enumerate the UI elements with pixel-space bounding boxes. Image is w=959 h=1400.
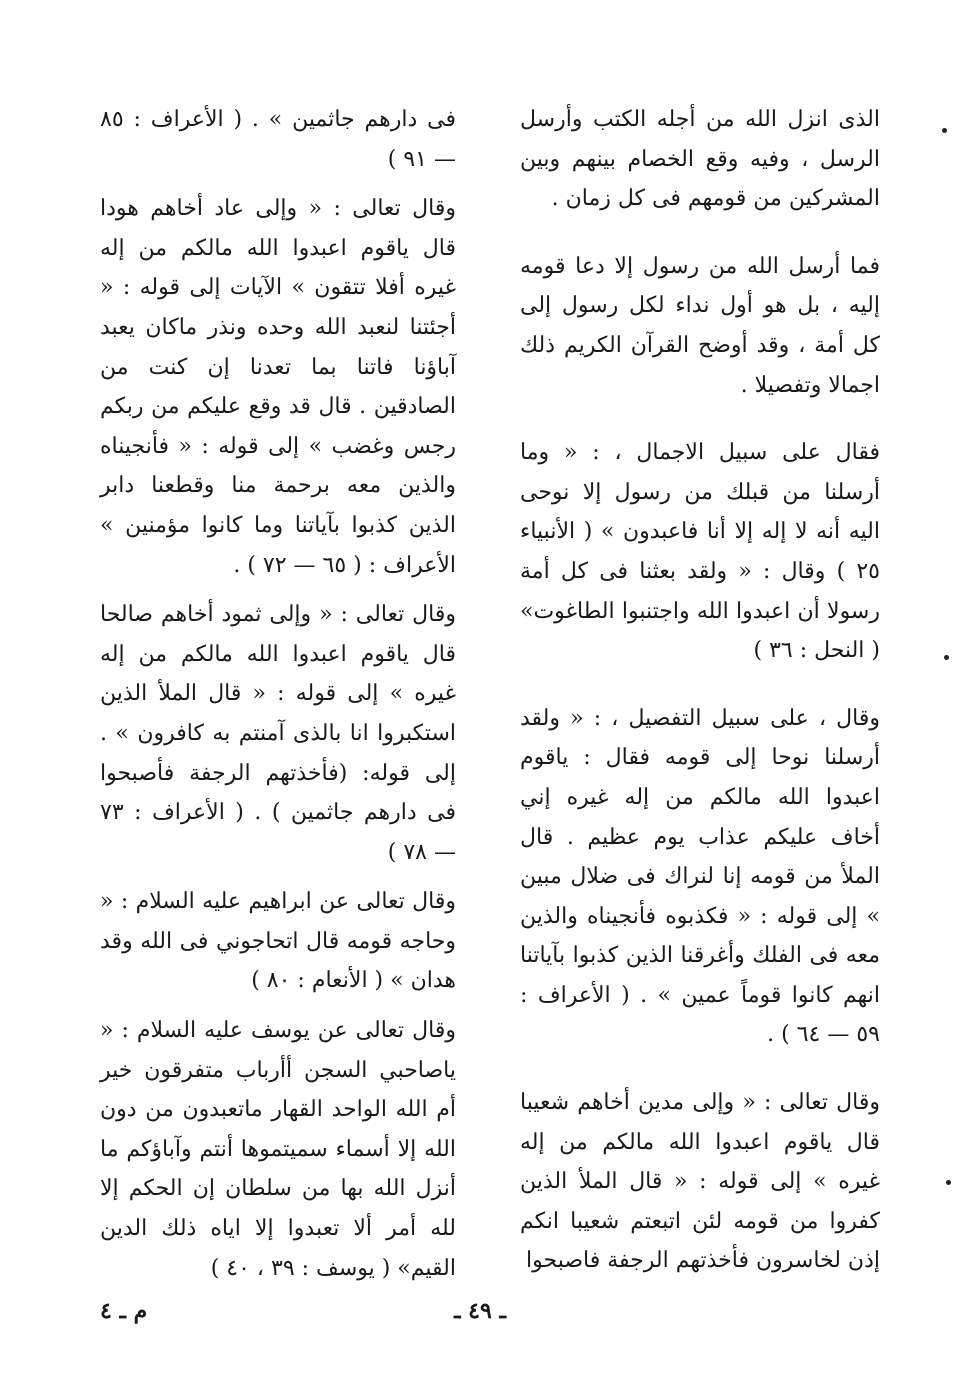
- paragraph: الذى انزل الله من أجله الكتب وأرسل الرسل ، وفيه وقع الخصام بينهم وبين المشركين من قومهم فى كل زمان .: [520, 107, 880, 212]
- scan-speck: [942, 128, 947, 133]
- paragraph: فما أرسل الله من رسول إلا دعا قومه إليه ، بل هو أول نداء لكل رسول إلى كل أمة ، وقد أوضح القرآن الكريم ذلك اجمالا وتفصيلا .: [520, 253, 880, 398]
- paragraph: وقال تعالى : « وإلى ثمود أخاهم صالحا قال ياقوم اعبدوا الله مالكم من إله غيره » إلى قوله : « قال الملأ الذين استكبروا انا بالذى آمنتم به كافرون » . إلى قوله: (فأخذتهم الرجفة فأصبحوا فى دارهم جاثمين ) . ( الأعراف : ٧٣ — ٧٨ ): [100, 602, 456, 865]
- scan-speck: [944, 655, 949, 660]
- scan-speck: [946, 1180, 951, 1185]
- paragraph: فقال على سبيل الاجمال ، : « وما أرسلنا من قبلك من رسول إلا نوحى اليه أنه لا إله إلا أنا فاعبدون » ( الأنبياء ٢٥ ) وقال : « ولقد بعثنا فى كل أمة رسولا أن اعبدوا الله واجتنبوا الطاغوت» ( النحل : ٣٦ ): [520, 440, 880, 664]
- paragraph: وقال تعالى : « وإلى عاد أخاهم هودا قال ياقوم اعبدوا الله مالكم من إله غيره أفلا تتقون » الآيات إلى قوله : « أجئتنا لنعبد الله وحده ونذر ماكان يعبد آباؤنا فاتنا بما تعدنا إن كنت من الصادقين . قال قد وقع عليكم من ربكم رجس وغضب » إلى قوله : « فأنجيناه والذين معه برحمة منا وقطعنا دابر الذين كذبوا بآياتنا وما كانوا مؤمنين » الأعراف : ( ٦٥ — ٧٢ ) .: [100, 196, 456, 578]
- right-column: [520, 100, 880, 1281]
- paragraph: وقال تعالى : « وإلى مدين أخاهم شعيبا قال ياقوم اعبدوا الله مالكم من إله غيره » إلى قوله : « قال الملأ الذين كفروا من قومه لئن اتبعتم شعيبا انكم إذن لخاسرون فأخذتهم الرجفة فاصبحوا: [520, 1090, 880, 1274]
- paragraph: فى دارهم جاثمين » . ( الأعراف : ٨٥ — ٩١ ): [100, 107, 456, 172]
- page-number: ـ ٤٩ ـ: [454, 1298, 506, 1324]
- left-column: [100, 100, 456, 1288]
- printer-signature: م ـ ٤: [100, 1298, 148, 1324]
- paragraph: وقال ، على سبيل التفصيل ، : « ولقد أرسلنا نوحا إلى قومه فقال : ياقوم اعبدوا الله مالكم من إله غيره إني أخاف عليكم عذاب يوم عظيم . قال الملأ من قومه إنا لنراك فى ضلال مبين » إلى قوله : « فكذبوه فأنجيناه والذين معه فى الفلك وأغرقنا الذين كذبوا بآياتنا انهم كانوا قوماً عمين » . ( الأعراف : ٥٩ — ٦٤ ) .: [520, 705, 880, 1048]
- paragraph: وقال تعالى عن يوسف عليه السلام : « ياصاحبي السجن أأرباب متفرقون خير أم الله الواحد القهار ماتعبدون من دون الله إلا أسماء سميتموها أنتم وآباؤكم ما أنزل الله بها من سلطان إن الحكم إلا لله أمر ألا تعبدوا إلا اياه ذلك الدين القيم» ( يوسف : ٣٩ ، ٤٠ ): [100, 1018, 456, 1281]
- paragraph: وقال تعالى عن ابراهيم عليه السلام : « وحاجه قومه قال اتحاجوني فى الله وقد هدان » ( الأنعام : ٨٠ ): [100, 889, 456, 994]
